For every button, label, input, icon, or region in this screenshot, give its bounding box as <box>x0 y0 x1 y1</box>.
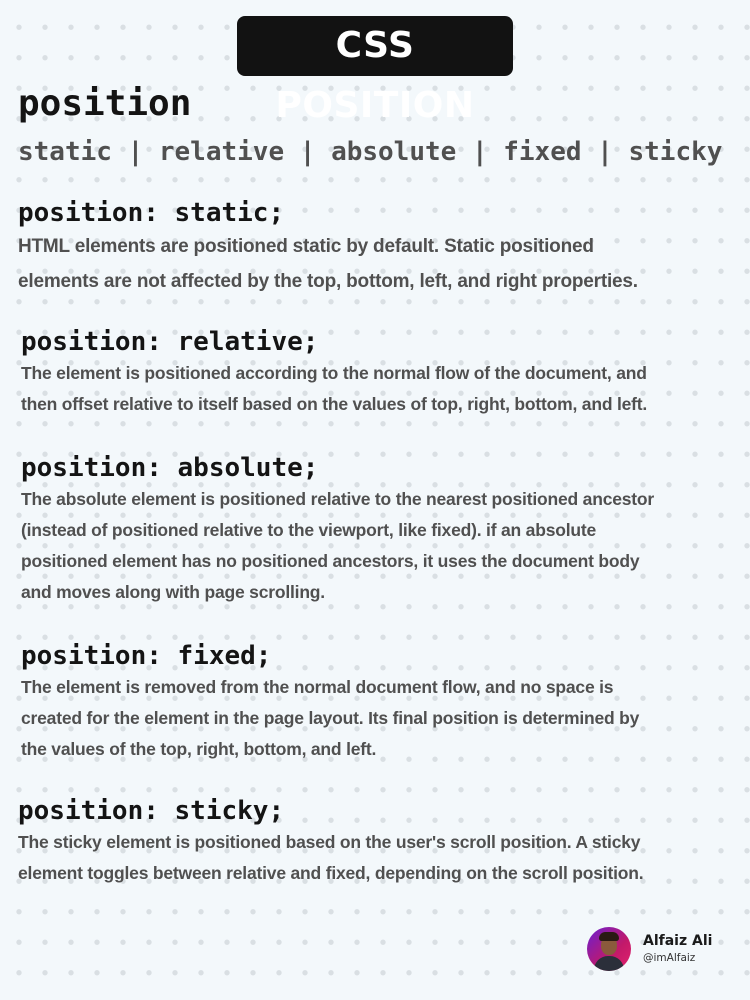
avatar <box>587 927 631 971</box>
description-line: the values of the top, right, bottom, and left. <box>21 739 377 759</box>
section-description-absolute <box>21 484 733 608</box>
section-heading-static: position: static; <box>18 198 285 228</box>
description-line: HTML elements are positioned static by default. Static positioned <box>18 236 594 257</box>
description-line: elements are not affected by the top, bottom, left, and right properties. <box>18 271 638 292</box>
main-heading: position <box>18 83 192 124</box>
description-line: positioned element has no positioned ancestors, it uses the document body <box>21 551 640 571</box>
description-line: element toggles between relative and fixed, depending on the scroll position. <box>18 863 644 883</box>
description-line: then offset relative to itself based on the values of top, right, bottom, and left. <box>21 394 648 414</box>
description-line: and moves along with page scrolling. <box>21 582 325 602</box>
section-static <box>18 197 730 299</box>
section-heading-sticky: position: sticky; <box>18 796 285 826</box>
description-line: The absolute element is positioned relative to the nearest positioned ancestor <box>21 489 655 509</box>
section-absolute <box>21 452 733 608</box>
author-credit <box>587 926 712 972</box>
section-relative <box>21 326 733 420</box>
section-description-static <box>18 229 730 299</box>
author-info <box>643 932 712 966</box>
description-line: created for the element in the page layout. Its final position is determined by <box>21 708 640 728</box>
title-badge: CSS POSITION <box>237 16 513 76</box>
section-heading-fixed: position: fixed; <box>21 641 272 671</box>
section-sticky <box>18 795 730 889</box>
position-values-line: static | relative | absolute | fixed | sticky <box>18 137 723 167</box>
section-heading-absolute: position: absolute; <box>21 453 319 483</box>
author-handle: @imAlfaiz <box>643 952 696 964</box>
author-name: Alfaiz Ali <box>643 933 713 949</box>
section-fixed <box>21 640 733 765</box>
description-line: The element is positioned according to the normal flow of the document, and <box>21 363 647 383</box>
description-line: (instead of positioned relative to the viewport, like fixed). if an absolute <box>21 520 597 540</box>
description-line: The sticky element is positioned based on the user's scroll position. A sticky <box>18 832 641 852</box>
section-description-fixed <box>21 672 733 765</box>
section-heading-relative: position: relative; <box>21 327 319 357</box>
section-description-relative <box>21 358 733 420</box>
description-line: The element is removed from the normal document flow, and no space is <box>21 677 614 697</box>
section-description-sticky <box>18 827 730 889</box>
